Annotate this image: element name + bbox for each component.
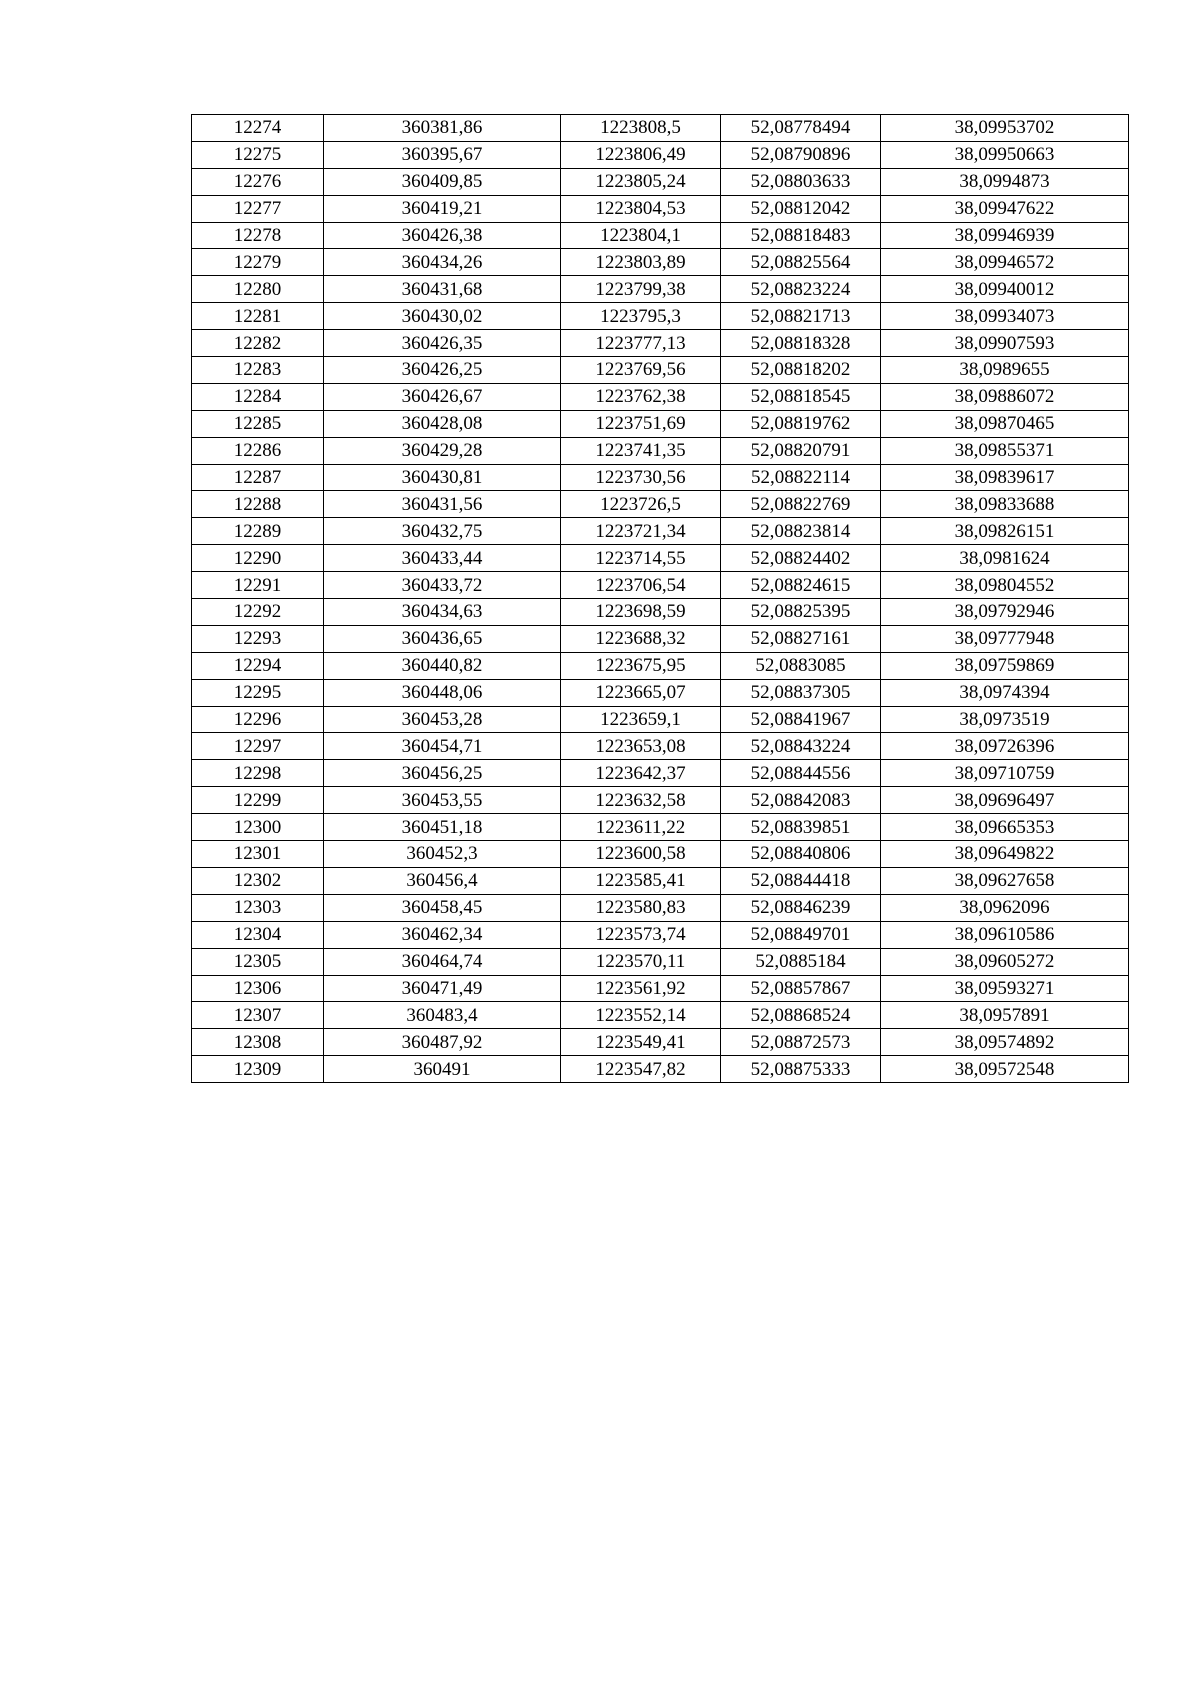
- table-row: [192, 168, 1129, 195]
- cell-x-coordinate: 360456,25: [324, 760, 561, 787]
- cell-y-coordinate: 1223561,92: [561, 975, 721, 1002]
- cell-longitude: 38,09934073: [881, 303, 1129, 330]
- cell-x-coordinate: 360430,02: [324, 303, 561, 330]
- cell-longitude: 38,09804552: [881, 572, 1129, 599]
- table-row: [192, 330, 1129, 357]
- cell-y-coordinate: 1223714,55: [561, 545, 721, 572]
- cell-longitude: 38,0962096: [881, 894, 1129, 921]
- cell-point-number: 12280: [192, 276, 324, 303]
- table-row: [192, 195, 1129, 222]
- cell-point-number: 12283: [192, 357, 324, 384]
- cell-longitude: 38,09649822: [881, 841, 1129, 868]
- cell-x-coordinate: 360453,28: [324, 706, 561, 733]
- cell-point-number: 12297: [192, 733, 324, 760]
- table-row: [192, 464, 1129, 491]
- cell-latitude: 52,08824615: [721, 572, 881, 599]
- cell-latitude: 52,08827161: [721, 625, 881, 652]
- cell-point-number: 12287: [192, 464, 324, 491]
- cell-point-number: 12293: [192, 625, 324, 652]
- cell-y-coordinate: 1223552,14: [561, 1002, 721, 1029]
- cell-x-coordinate: 360419,21: [324, 195, 561, 222]
- cell-x-coordinate: 360448,06: [324, 679, 561, 706]
- cell-x-coordinate: 360426,38: [324, 222, 561, 249]
- cell-point-number: 12307: [192, 1002, 324, 1029]
- table-row: [192, 894, 1129, 921]
- table-row: [192, 572, 1129, 599]
- cell-longitude: 38,09665353: [881, 814, 1129, 841]
- cell-point-number: 12309: [192, 1056, 324, 1083]
- cell-x-coordinate: 360464,74: [324, 948, 561, 975]
- cell-point-number: 12286: [192, 437, 324, 464]
- cell-x-coordinate: 360487,92: [324, 1029, 561, 1056]
- cell-latitude: 52,08843224: [721, 733, 881, 760]
- cell-longitude: 38,09947622: [881, 195, 1129, 222]
- cell-latitude: 52,08875333: [721, 1056, 881, 1083]
- table-row: [192, 921, 1129, 948]
- cell-point-number: 12308: [192, 1029, 324, 1056]
- cell-y-coordinate: 1223805,24: [561, 168, 721, 195]
- cell-y-coordinate: 1223741,35: [561, 437, 721, 464]
- cell-x-coordinate: 360430,81: [324, 464, 561, 491]
- cell-latitude: 52,08840806: [721, 841, 881, 868]
- cell-y-coordinate: 1223799,38: [561, 276, 721, 303]
- cell-point-number: 12285: [192, 410, 324, 437]
- cell-y-coordinate: 1223803,89: [561, 249, 721, 276]
- table-row: [192, 787, 1129, 814]
- cell-longitude: 38,09855371: [881, 437, 1129, 464]
- cell-x-coordinate: 360426,25: [324, 357, 561, 384]
- cell-longitude: 38,09826151: [881, 518, 1129, 545]
- table-row: [192, 1029, 1129, 1056]
- cell-x-coordinate: 360432,75: [324, 518, 561, 545]
- cell-x-coordinate: 360434,63: [324, 599, 561, 626]
- cell-point-number: 12274: [192, 115, 324, 142]
- cell-x-coordinate: 360458,45: [324, 894, 561, 921]
- cell-y-coordinate: 1223675,95: [561, 652, 721, 679]
- cell-latitude: 52,08803633: [721, 168, 881, 195]
- cell-point-number: 12304: [192, 921, 324, 948]
- cell-point-number: 12275: [192, 141, 324, 168]
- cell-latitude: 52,0883085: [721, 652, 881, 679]
- cell-y-coordinate: 1223769,56: [561, 357, 721, 384]
- cell-point-number: 12305: [192, 948, 324, 975]
- cell-longitude: 38,09833688: [881, 491, 1129, 518]
- table-row: [192, 276, 1129, 303]
- cell-longitude: 38,09907593: [881, 330, 1129, 357]
- cell-latitude: 52,08778494: [721, 115, 881, 142]
- cell-y-coordinate: 1223642,37: [561, 760, 721, 787]
- cell-x-coordinate: 360428,08: [324, 410, 561, 437]
- cell-point-number: 12277: [192, 195, 324, 222]
- table-row: [192, 1056, 1129, 1083]
- cell-longitude: 38,0989655: [881, 357, 1129, 384]
- cell-x-coordinate: 360483,4: [324, 1002, 561, 1029]
- cell-longitude: 38,09839617: [881, 464, 1129, 491]
- cell-y-coordinate: 1223762,38: [561, 383, 721, 410]
- table-row: [192, 841, 1129, 868]
- cell-point-number: 12302: [192, 867, 324, 894]
- table-row: [192, 518, 1129, 545]
- cell-point-number: 12298: [192, 760, 324, 787]
- cell-latitude: 52,08823814: [721, 518, 881, 545]
- cell-latitude: 52,08821713: [721, 303, 881, 330]
- cell-y-coordinate: 1223730,56: [561, 464, 721, 491]
- cell-latitude: 52,08790896: [721, 141, 881, 168]
- cell-y-coordinate: 1223804,1: [561, 222, 721, 249]
- cell-point-number: 12292: [192, 599, 324, 626]
- cell-longitude: 38,09572548: [881, 1056, 1129, 1083]
- cell-point-number: 12289: [192, 518, 324, 545]
- cell-y-coordinate: 1223751,69: [561, 410, 721, 437]
- cell-point-number: 12291: [192, 572, 324, 599]
- cell-longitude: 38,09759869: [881, 652, 1129, 679]
- cell-latitude: 52,08818545: [721, 383, 881, 410]
- cell-longitude: 38,09710759: [881, 760, 1129, 787]
- cell-x-coordinate: 360453,55: [324, 787, 561, 814]
- cell-latitude: 52,08849701: [721, 921, 881, 948]
- cell-latitude: 52,08872573: [721, 1029, 881, 1056]
- cell-longitude: 38,0973519: [881, 706, 1129, 733]
- table-row: [192, 975, 1129, 1002]
- cell-point-number: 12278: [192, 222, 324, 249]
- cell-y-coordinate: 1223632,58: [561, 787, 721, 814]
- cell-point-number: 12296: [192, 706, 324, 733]
- cell-x-coordinate: 360462,34: [324, 921, 561, 948]
- cell-point-number: 12303: [192, 894, 324, 921]
- cell-y-coordinate: 1223585,41: [561, 867, 721, 894]
- cell-longitude: 38,09610586: [881, 921, 1129, 948]
- table-row: [192, 706, 1129, 733]
- cell-longitude: 38,09627658: [881, 867, 1129, 894]
- cell-longitude: 38,0981624: [881, 545, 1129, 572]
- coordinates-table-body: [192, 115, 1129, 1083]
- cell-latitude: 52,08846239: [721, 894, 881, 921]
- coordinates-table: [191, 114, 1129, 1083]
- cell-x-coordinate: 360434,26: [324, 249, 561, 276]
- cell-x-coordinate: 360426,67: [324, 383, 561, 410]
- cell-y-coordinate: 1223611,22: [561, 814, 721, 841]
- cell-x-coordinate: 360426,35: [324, 330, 561, 357]
- cell-latitude: 52,08812042: [721, 195, 881, 222]
- cell-y-coordinate: 1223600,58: [561, 841, 721, 868]
- table-row: [192, 679, 1129, 706]
- cell-x-coordinate: 360381,86: [324, 115, 561, 142]
- cell-x-coordinate: 360409,85: [324, 168, 561, 195]
- cell-point-number: 12282: [192, 330, 324, 357]
- cell-y-coordinate: 1223580,83: [561, 894, 721, 921]
- cell-longitude: 38,09574892: [881, 1029, 1129, 1056]
- cell-longitude: 38,09593271: [881, 975, 1129, 1002]
- table-row: [192, 491, 1129, 518]
- cell-x-coordinate: 360471,49: [324, 975, 561, 1002]
- table-row: [192, 222, 1129, 249]
- cell-latitude: 52,0885184: [721, 948, 881, 975]
- cell-longitude: 38,09696497: [881, 787, 1129, 814]
- cell-latitude: 52,08839851: [721, 814, 881, 841]
- cell-longitude: 38,09946939: [881, 222, 1129, 249]
- cell-point-number: 12290: [192, 545, 324, 572]
- cell-x-coordinate: 360456,4: [324, 867, 561, 894]
- cell-y-coordinate: 1223777,13: [561, 330, 721, 357]
- cell-y-coordinate: 1223726,5: [561, 491, 721, 518]
- cell-latitude: 52,08822769: [721, 491, 881, 518]
- cell-y-coordinate: 1223653,08: [561, 733, 721, 760]
- cell-latitude: 52,08825395: [721, 599, 881, 626]
- cell-longitude: 38,09605272: [881, 948, 1129, 975]
- cell-latitude: 52,08837305: [721, 679, 881, 706]
- cell-longitude: 38,09777948: [881, 625, 1129, 652]
- cell-latitude: 52,08822114: [721, 464, 881, 491]
- cell-x-coordinate: 360451,18: [324, 814, 561, 841]
- cell-y-coordinate: 1223804,53: [561, 195, 721, 222]
- cell-latitude: 52,08818483: [721, 222, 881, 249]
- cell-x-coordinate: 360436,65: [324, 625, 561, 652]
- table-row: [192, 141, 1129, 168]
- cell-latitude: 52,08824402: [721, 545, 881, 572]
- cell-x-coordinate: 360395,67: [324, 141, 561, 168]
- cell-x-coordinate: 360431,56: [324, 491, 561, 518]
- cell-y-coordinate: 1223795,3: [561, 303, 721, 330]
- cell-point-number: 12288: [192, 491, 324, 518]
- cell-longitude: 38,09886072: [881, 383, 1129, 410]
- table-row: [192, 383, 1129, 410]
- table-row: [192, 410, 1129, 437]
- cell-longitude: 38,09792946: [881, 599, 1129, 626]
- table-row: [192, 760, 1129, 787]
- cell-point-number: 12276: [192, 168, 324, 195]
- cell-y-coordinate: 1223808,5: [561, 115, 721, 142]
- cell-x-coordinate: 360429,28: [324, 437, 561, 464]
- cell-y-coordinate: 1223570,11: [561, 948, 721, 975]
- table-row: [192, 733, 1129, 760]
- cell-point-number: 12300: [192, 814, 324, 841]
- cell-latitude: 52,08841967: [721, 706, 881, 733]
- cell-point-number: 12306: [192, 975, 324, 1002]
- cell-longitude: 38,09946572: [881, 249, 1129, 276]
- cell-y-coordinate: 1223659,1: [561, 706, 721, 733]
- cell-point-number: 12281: [192, 303, 324, 330]
- cell-point-number: 12301: [192, 841, 324, 868]
- cell-latitude: 52,08868524: [721, 1002, 881, 1029]
- cell-latitude: 52,08825564: [721, 249, 881, 276]
- cell-point-number: 12295: [192, 679, 324, 706]
- cell-point-number: 12279: [192, 249, 324, 276]
- cell-y-coordinate: 1223549,41: [561, 1029, 721, 1056]
- cell-latitude: 52,08820791: [721, 437, 881, 464]
- cell-y-coordinate: 1223806,49: [561, 141, 721, 168]
- table-row: [192, 948, 1129, 975]
- cell-latitude: 52,08844418: [721, 867, 881, 894]
- cell-y-coordinate: 1223573,74: [561, 921, 721, 948]
- cell-latitude: 52,08857867: [721, 975, 881, 1002]
- cell-latitude: 52,08818328: [721, 330, 881, 357]
- cell-longitude: 38,09726396: [881, 733, 1129, 760]
- cell-point-number: 12294: [192, 652, 324, 679]
- cell-y-coordinate: 1223698,59: [561, 599, 721, 626]
- cell-longitude: 38,0994873: [881, 168, 1129, 195]
- cell-longitude: 38,0957891: [881, 1002, 1129, 1029]
- cell-longitude: 38,09940012: [881, 276, 1129, 303]
- table-row: [192, 867, 1129, 894]
- table-row: [192, 652, 1129, 679]
- cell-latitude: 52,08818202: [721, 357, 881, 384]
- cell-y-coordinate: 1223721,34: [561, 518, 721, 545]
- table-row: [192, 1002, 1129, 1029]
- cell-x-coordinate: 360491: [324, 1056, 561, 1083]
- cell-y-coordinate: 1223547,82: [561, 1056, 721, 1083]
- table-row: [192, 249, 1129, 276]
- cell-y-coordinate: 1223688,32: [561, 625, 721, 652]
- cell-longitude: 38,09950663: [881, 141, 1129, 168]
- cell-latitude: 52,08823224: [721, 276, 881, 303]
- cell-latitude: 52,08842083: [721, 787, 881, 814]
- cell-y-coordinate: 1223706,54: [561, 572, 721, 599]
- table-row: [192, 115, 1129, 142]
- cell-x-coordinate: 360433,72: [324, 572, 561, 599]
- table-row: [192, 814, 1129, 841]
- table-row: [192, 357, 1129, 384]
- cell-longitude: 38,09953702: [881, 115, 1129, 142]
- cell-latitude: 52,08819762: [721, 410, 881, 437]
- cell-longitude: 38,09870465: [881, 410, 1129, 437]
- cell-point-number: 12284: [192, 383, 324, 410]
- cell-longitude: 38,0974394: [881, 679, 1129, 706]
- table-row: [192, 437, 1129, 464]
- cell-latitude: 52,08844556: [721, 760, 881, 787]
- cell-x-coordinate: 360452,3: [324, 841, 561, 868]
- cell-x-coordinate: 360440,82: [324, 652, 561, 679]
- cell-x-coordinate: 360431,68: [324, 276, 561, 303]
- table-row: [192, 599, 1129, 626]
- cell-y-coordinate: 1223665,07: [561, 679, 721, 706]
- cell-point-number: 12299: [192, 787, 324, 814]
- cell-x-coordinate: 360433,44: [324, 545, 561, 572]
- table-row: [192, 303, 1129, 330]
- table-row: [192, 625, 1129, 652]
- cell-x-coordinate: 360454,71: [324, 733, 561, 760]
- table-row: [192, 545, 1129, 572]
